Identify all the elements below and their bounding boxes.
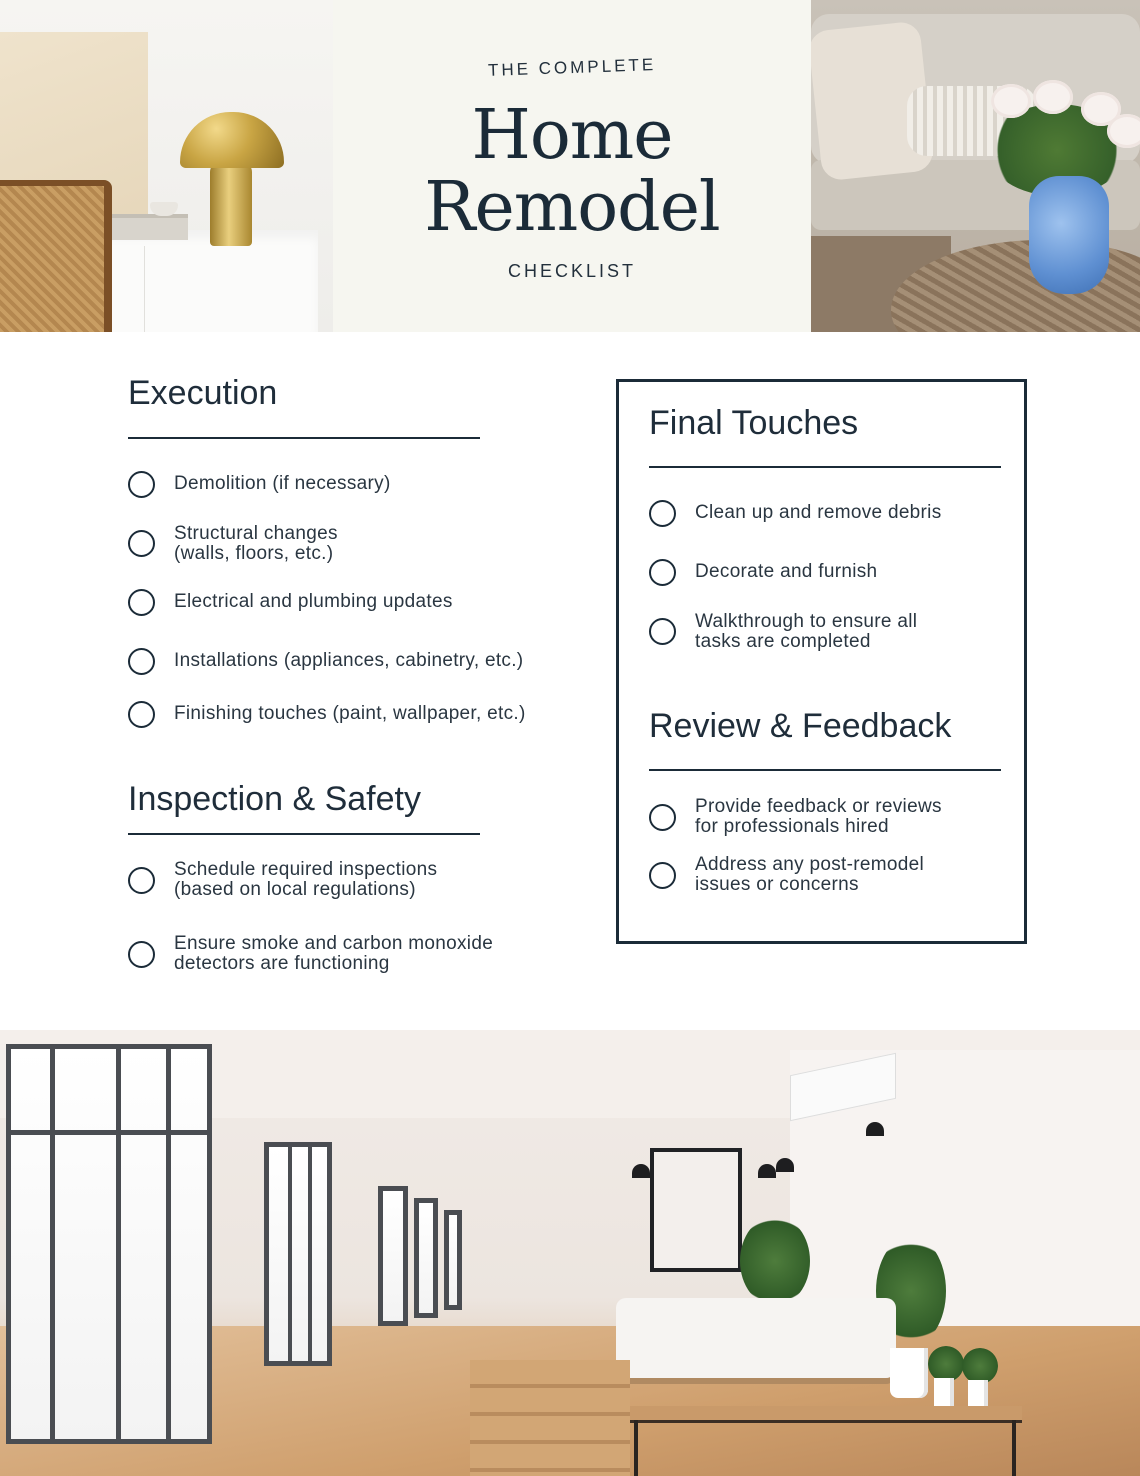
photo-peony bbox=[1107, 114, 1140, 148]
checkbox-circle[interactable] bbox=[128, 867, 155, 894]
checklist-item[interactable] bbox=[128, 701, 568, 741]
checkbox-circle[interactable] bbox=[128, 471, 155, 498]
checklist-item[interactable] bbox=[649, 854, 999, 902]
execution-divider bbox=[128, 437, 480, 439]
photo-brass-lamp-interior bbox=[0, 0, 333, 332]
photo-lamp-base bbox=[210, 162, 252, 246]
photo-blue-vase bbox=[1029, 176, 1109, 294]
title-panel bbox=[333, 0, 811, 332]
title-subtitle: CHECKLIST bbox=[507, 261, 637, 281]
checklist-item[interactable] bbox=[649, 559, 999, 599]
photo-white-loft-bedroom bbox=[0, 1030, 1140, 1476]
photo-window bbox=[264, 1142, 332, 1366]
checklist-item-label: Decorate and furnish bbox=[695, 561, 878, 582]
photo-desk-leg bbox=[634, 1420, 638, 1476]
checklist-item[interactable] bbox=[128, 859, 568, 907]
inspection-divider bbox=[128, 833, 480, 835]
checklist-item[interactable] bbox=[649, 796, 999, 844]
photo-wall-lamp bbox=[866, 1122, 884, 1136]
photo-wall-lamp bbox=[632, 1164, 650, 1178]
checklist-item-label: Structural changes (walls, floors, etc.) bbox=[174, 523, 338, 564]
checkbox-circle[interactable] bbox=[649, 618, 676, 645]
checklist-item-label: Schedule required inspections (based on local regulations) bbox=[174, 859, 438, 900]
checklist-item[interactable] bbox=[128, 648, 568, 688]
photo-window-mullion bbox=[50, 1044, 55, 1444]
checkbox-circle[interactable] bbox=[128, 530, 155, 557]
checkbox-circle[interactable] bbox=[649, 559, 676, 586]
checklist-item[interactable] bbox=[128, 933, 568, 981]
checklist-item[interactable] bbox=[649, 500, 999, 540]
page-title-line1: Home bbox=[471, 96, 673, 175]
photo-window bbox=[414, 1198, 438, 1318]
page-title-line2: Remodel bbox=[424, 168, 720, 247]
photo-bed bbox=[616, 1298, 896, 1378]
checklist-item[interactable] bbox=[128, 523, 568, 570]
photo-sofa-flowers bbox=[811, 0, 1140, 332]
checklist-item-label: Electrical and plumbing updates bbox=[174, 591, 453, 612]
checklist-item[interactable] bbox=[649, 611, 999, 658]
checklist-item-label: Address any post-remodel issues or concerns bbox=[695, 854, 924, 895]
checkbox-circle[interactable] bbox=[128, 941, 155, 968]
photo-books bbox=[112, 214, 188, 240]
photo-wall-lamp bbox=[758, 1164, 776, 1178]
photo-window-mullion bbox=[166, 1044, 171, 1444]
review-divider bbox=[649, 769, 1001, 771]
final-touches-divider bbox=[649, 466, 1001, 468]
checklist-item-label: Walkthrough to ensure all tasks are completed bbox=[695, 611, 918, 652]
checklist-item-label: Installations (appliances, cabinetry, etc.) bbox=[174, 650, 524, 671]
photo-window-mullion bbox=[288, 1142, 292, 1366]
checkbox-circle[interactable] bbox=[128, 589, 155, 616]
photo-window bbox=[444, 1210, 462, 1310]
checklist-item[interactable] bbox=[128, 471, 568, 511]
final-touches-heading: Final Touches bbox=[649, 404, 859, 442]
execution-heading: Execution bbox=[128, 374, 278, 412]
checklist-item-label: Finishing touches (paint, wallpaper, etc.) bbox=[174, 703, 526, 724]
checkbox-circle[interactable] bbox=[649, 862, 676, 889]
photo-window-mullion bbox=[116, 1044, 121, 1444]
header-band bbox=[0, 0, 1140, 332]
photo-plant-pot bbox=[890, 1348, 928, 1398]
photo-window-transom bbox=[6, 1130, 212, 1135]
title-kicker: THE COMPLETE bbox=[487, 55, 657, 80]
checkbox-circle[interactable] bbox=[649, 804, 676, 831]
photo-window bbox=[378, 1186, 408, 1326]
photo-window bbox=[6, 1044, 212, 1444]
checkbox-circle[interactable] bbox=[128, 648, 155, 675]
inspection-heading: Inspection & Safety bbox=[128, 780, 421, 818]
checklist-item-label: Clean up and remove debris bbox=[695, 502, 942, 523]
photo-steps bbox=[470, 1360, 630, 1476]
checklist-item-label: Provide feedback or reviews for professionals hired bbox=[695, 796, 942, 837]
photo-cabinet bbox=[96, 230, 318, 332]
photo-wall-lamp bbox=[776, 1158, 794, 1172]
checklist-item-label: Ensure smoke and carbon monoxide detectors are functioning bbox=[174, 933, 494, 974]
checkbox-circle[interactable] bbox=[128, 701, 155, 728]
photo-plant bbox=[962, 1348, 998, 1384]
photo-window-mullion bbox=[308, 1142, 312, 1366]
photo-rattan-chair bbox=[0, 180, 112, 332]
photo-wall-frame bbox=[650, 1148, 742, 1272]
checklist-item-label: Demolition (if necessary) bbox=[174, 473, 391, 494]
photo-desk bbox=[630, 1406, 1022, 1423]
review-heading: Review & Feedback bbox=[649, 707, 952, 745]
photo-cabinet-seam bbox=[144, 246, 145, 332]
photo-lamp-shade bbox=[180, 112, 284, 168]
photo-peony bbox=[1033, 80, 1073, 114]
photo-plant bbox=[928, 1346, 964, 1382]
photo-plant bbox=[740, 1216, 810, 1306]
photo-peony bbox=[991, 84, 1031, 118]
checkbox-circle[interactable] bbox=[649, 500, 676, 527]
page-title bbox=[333, 96, 811, 247]
checklist-item[interactable] bbox=[128, 589, 568, 629]
photo-desk-leg bbox=[1012, 1420, 1016, 1476]
